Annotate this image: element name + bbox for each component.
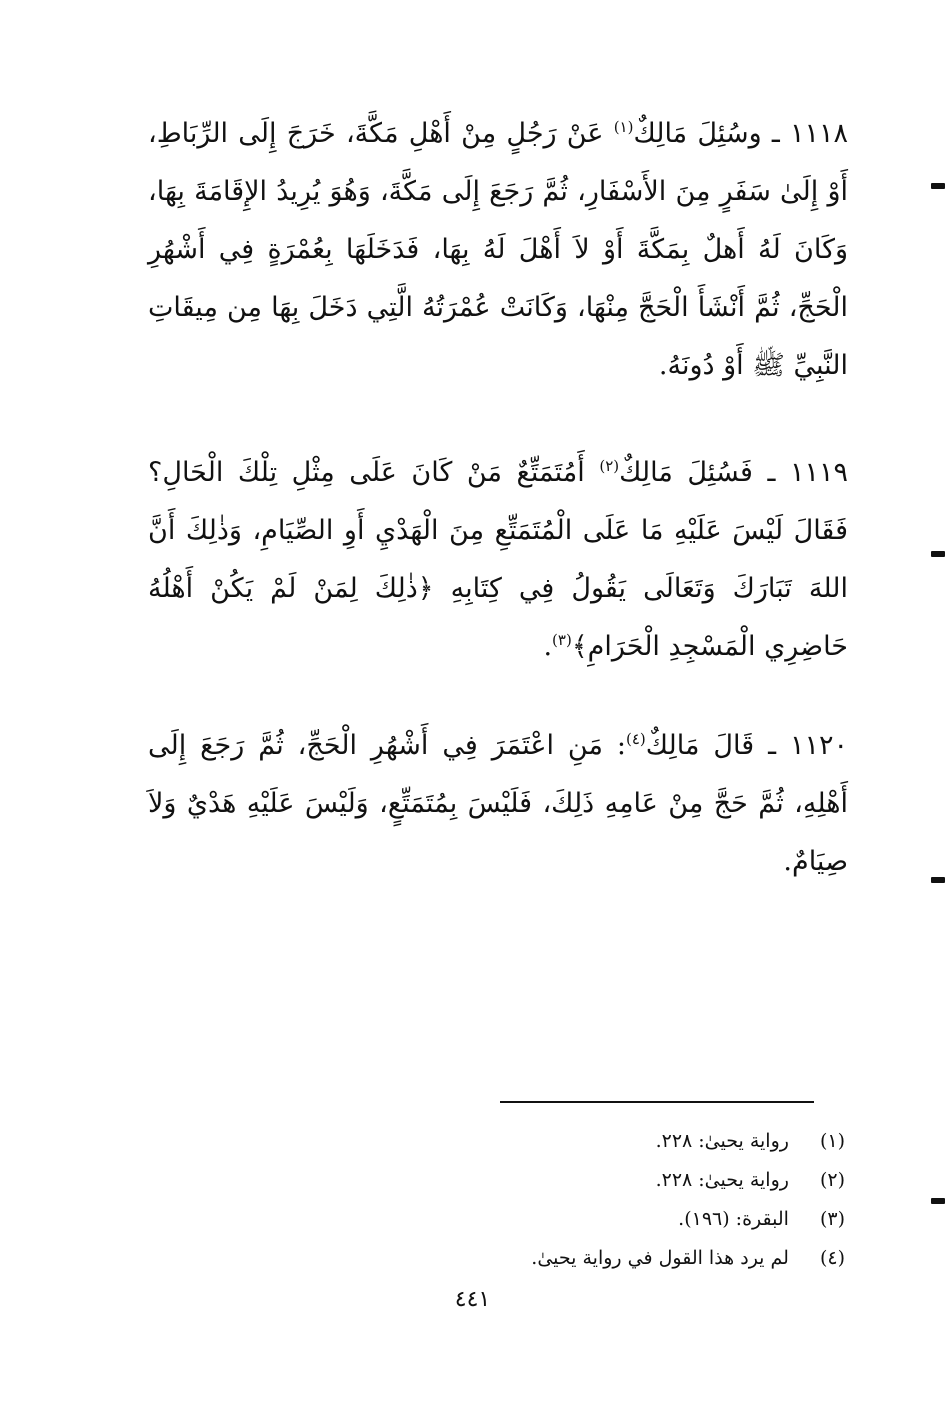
paragraph-1120 bbox=[148, 717, 848, 891]
paragraph-body: أَمُتَمَتِّعٌ مَنْ كَانَ عَلَى مِثْلِ تِلْكَ الْحَالِ؟ فَقَالَ لَيْسَ عَلَيْهِ مَا عَلَى الْمُتَمَتِّعِ مِنَ الْهَدْيِ أَوِ الصِّيَامِ، وَذٰلِكَ أَنَّ اللهَ تَبَارَكَ وَتَعَالَى يَقُولُ فِي كِتَابِهِ ﴿ذٰلِكَ لِمَنْ لَمْ يَكُنْ أَهْلُهُ حَاضِرِي الْمَسْجِدِ الْحَرَامِ﴾ bbox=[148, 457, 848, 662]
footnote-text: رواية يحيىٰ: ٢٢٨. bbox=[655, 1169, 789, 1191]
scan-edge-mark bbox=[931, 877, 945, 883]
paragraph-lead: ١١١٨ ـ وسُئِلَ مَالِكٌ bbox=[633, 118, 848, 149]
footnote-number: (١) bbox=[819, 1130, 845, 1152]
paragraph-lead: ١١٢٠ ـ قَالَ مَالِكٌ bbox=[645, 730, 848, 761]
footnote-ref-2[interactable]: (٢) bbox=[599, 457, 620, 475]
paragraph-lead: ١١١٩ ـ فَسُئِلَ مَالِكٌ bbox=[619, 457, 849, 488]
paragraph-tail: . bbox=[543, 631, 553, 662]
footnote-divider bbox=[500, 1101, 814, 1103]
scan-edge-mark bbox=[931, 183, 945, 189]
page-number: ٤٤١ bbox=[454, 1287, 491, 1312]
footnote-number: (٢) bbox=[819, 1169, 845, 1191]
scan-edge-mark bbox=[931, 551, 945, 557]
footnote-1 bbox=[400, 1122, 845, 1161]
paragraph-1119 bbox=[148, 444, 848, 676]
footnote-number: (٣) bbox=[819, 1208, 845, 1230]
footnote-text: البقرة: (١٩٦). bbox=[678, 1208, 789, 1230]
footnote-ref-1[interactable]: (١) bbox=[613, 118, 634, 136]
footnote-3 bbox=[400, 1200, 845, 1239]
footnote-ref-4[interactable]: (٤) bbox=[626, 730, 646, 748]
footnote-number: (٤) bbox=[819, 1247, 845, 1269]
footnote-ref-3[interactable]: (٣) bbox=[552, 631, 572, 649]
footnote-text: رواية يحيىٰ: ٢٢٨. bbox=[655, 1130, 789, 1152]
footnote-2 bbox=[400, 1161, 845, 1200]
scan-edge-mark bbox=[931, 1198, 945, 1204]
footnotes-section bbox=[400, 1122, 845, 1278]
paragraph-1118 bbox=[148, 105, 848, 395]
paragraph-body: : مَنِ اعْتَمَرَ فِي أَشْهُرِ الْحَجِّ، ثُمَّ رَجَعَ إِلَى أَهْلِهِ، ثُمَّ حَجَّ مِنْ عَامِهِ ذَلِكَ، فَلَيْسَ بِمُتَمَتِّعٍ، وَلَيْسَ عَلَيْهِ هَدْيٌ وَلاَ صِيَامٌ. bbox=[148, 730, 848, 877]
paragraph-body: عَنْ رَجُلٍ مِنْ أَهْلِ مَكَّةَ، خَرَجَ إِلَى الرِّبَاطِ، أَوْ إِلَىٰ سَفَرٍ مِنَ الأَسْفَارِ، ثُمَّ رَجَعَ إِلَى مَكَّةَ، وَهُوَ يُرِيدُ الإِقَامَةَ بِهَا، وَكَانَ لَهُ أَهلٌ بِمَكَّةَ أَوْ لاَ أَهْلَ لَهُ بِهَا، فَدَخَلَهَا بِعُمْرَةٍ فِي أَشْهُرِ الْحَجِّ، ثُمَّ أَنْشَأَ الْحَجَّ مِنْهَا، وَكَانَتْ عُمْرَتُهُ الَّتِي دَخَلَ بِهَا مِن مِيقَاتِ النَّبِيِّ ﷺ أَوْ دُونَهُ. bbox=[148, 118, 848, 381]
footnote-4 bbox=[400, 1239, 845, 1278]
footnote-text: لم يرد هذا القول في رواية يحيىٰ. bbox=[531, 1247, 789, 1269]
